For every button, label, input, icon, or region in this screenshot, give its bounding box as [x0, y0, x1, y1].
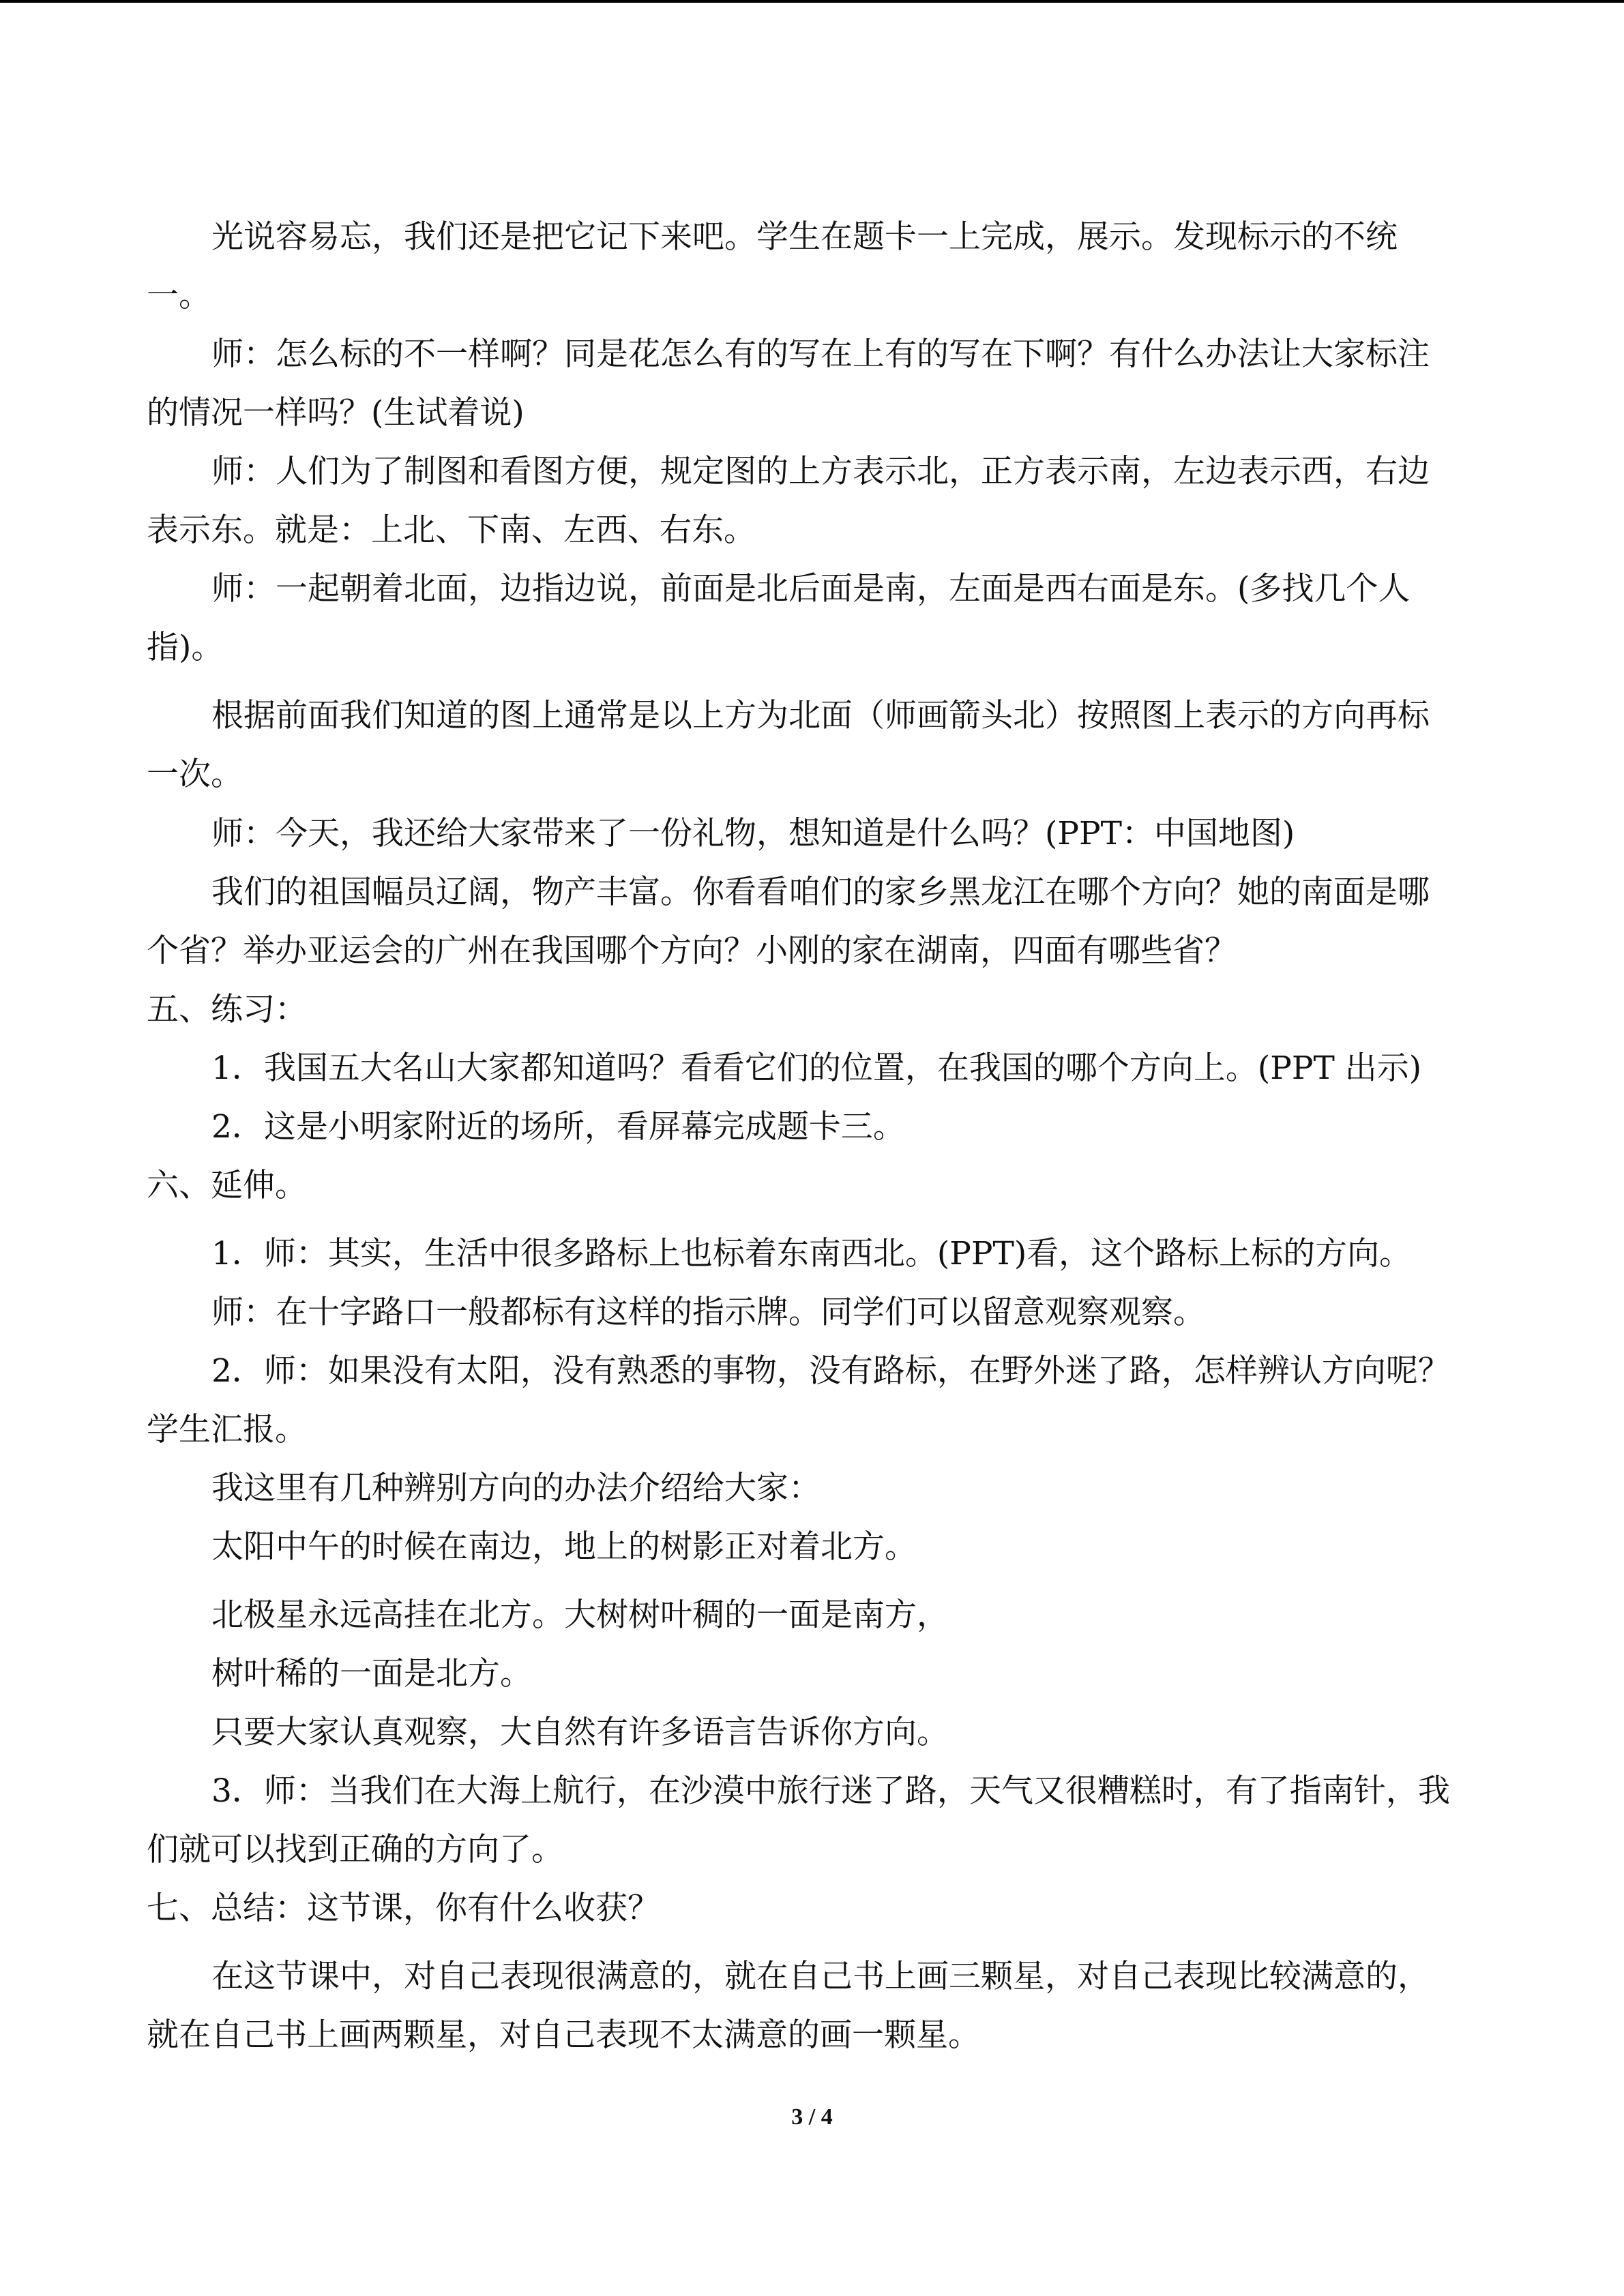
- paragraph-line: 学生汇报。: [147, 1411, 307, 1448]
- paragraph-line: 在这节课中，对自己表现很满意的，就在自己书上画三颗星，对自己表现比较满意的，: [211, 1958, 1430, 1995]
- paragraph-line: 太阳中午的时候在南边，地上的树影正对着北方。: [211, 1528, 917, 1566]
- paragraph-line: 光说容易忘，我们还是把它记下来吧。学生在题卡一上完成，展示。发现标示的不统: [211, 218, 1398, 256]
- paragraph-line: 指)。: [147, 629, 224, 666]
- section-heading: 七、总结：这节课，你有什么收获？: [147, 1890, 660, 1927]
- paragraph-line: 师：人们为了制图和看图方便，规定图的上方表示北，正方表示南，左边表示西，右边: [211, 453, 1430, 490]
- paragraph-line: 树叶稀的一面是北方。: [211, 1655, 532, 1693]
- paragraph-line: 根据前面我们知道的图上通常是以上方为北面（师画箭头北）按照图上表示的方向再标: [211, 697, 1430, 734]
- paragraph-line: 师：怎么标的不一样啊？同是花怎么有的写在上有的写在下啊？有什么办法让大家标注: [211, 336, 1430, 373]
- page-number: 3 / 4: [791, 2104, 833, 2130]
- list-item: 2．师：如果没有太阳，没有熟悉的事物，没有路标，在野外迷了路，怎样辨认方向呢？: [211, 1352, 1450, 1390]
- paragraph-line: 师：一起朝着北面，边指边说，前面是北后面是南，左面是西右面是东。(多找几个人: [211, 570, 1411, 608]
- paragraph-line: 北极星永远高挂在北方。大树树叶稠的一面是南方，: [211, 1596, 949, 1634]
- top-border-line: [0, 0, 1624, 3]
- paragraph-line: 只要大家认真观察，大自然有许多语言告诉你方向。: [211, 1714, 949, 1751]
- paragraph-line: 们就可以找到正确的方向了。: [147, 1831, 563, 1868]
- list-item: 2．这是小明家附近的场所，看屏幕完成题卡三。: [211, 1108, 905, 1146]
- paragraph-line: 的情况一样吗？(生试着说): [147, 394, 525, 432]
- paragraph-line: 师：在十字路口一般都标有这样的指示牌。同学们可以留意观察观察。: [211, 1294, 1205, 1331]
- paragraph-line: 我们的祖国幅员辽阔，物产丰富。你看看咱们的家乡黑龙江在哪个方向？她的南面是哪: [211, 874, 1430, 911]
- section-heading: 五、练习：: [147, 991, 307, 1028]
- paragraph-line: 表示东。就是：上北、下南、左西、右东。: [147, 511, 756, 549]
- paragraph-line: 一次。: [147, 756, 243, 793]
- list-item: 1．师：其实，生活中很多路标上也标着东南西北。(PPT)看，这个路标上标的方向。: [211, 1235, 1412, 1272]
- paragraph-line: 师：今天，我还给大家带来了一份礼物，想知道是什么吗？(PPT：中国地图): [211, 815, 1295, 852]
- paragraph-line: 一。: [147, 277, 211, 314]
- section-heading: 六、延伸。: [147, 1167, 307, 1204]
- paragraph-line: 我这里有几种辨别方向的办法介绍给大家：: [211, 1470, 821, 1507]
- paragraph-line: 就在自己书上画两颗星，对自己表现不太满意的画一颗星。: [147, 2016, 980, 2054]
- list-item: 3．师：当我们在大海上航行，在沙漠中旅行迷了路，天气又很糟糕时，有了指南针，我: [211, 1772, 1450, 1810]
- paragraph-line: 个省？举办亚运会的广州在我国哪个方向？小刚的家在湖南，四面有哪些省？: [147, 932, 1237, 970]
- list-item: 1．我国五大名山大家都知道吗？看看它们的位置，在我国的哪个方向上。(PPT 出示): [211, 1049, 1422, 1087]
